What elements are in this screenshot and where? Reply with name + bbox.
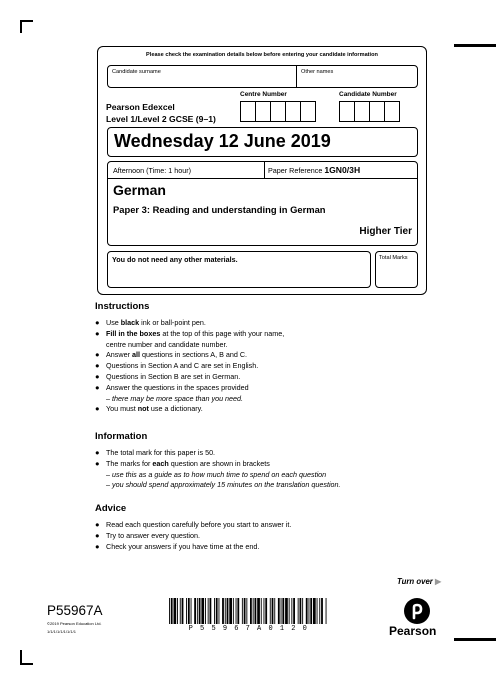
barcode-text: P 5 5 9 6 7 A 0 1 2 0: [188, 625, 309, 633]
list-item: ● Answer all questions in sections A, B and C.: [95, 350, 284, 361]
candidate-surname-label: Candidate surname: [112, 69, 161, 75]
candidate-cell[interactable]: [354, 101, 370, 122]
information-heading: Information: [95, 431, 148, 442]
margin-bar-bottom: [454, 638, 496, 641]
list-item: ● Questions in Section B are set in German.: [95, 372, 284, 383]
centre-number-label: Centre Number: [240, 91, 287, 98]
candidate-number-boxes[interactable]: [339, 101, 399, 122]
crop-mark-bottom: [20, 663, 33, 665]
paper-code: P55967A: [47, 603, 103, 618]
print-code: 1/1/1/1/1/1/1/1/1: [47, 629, 76, 634]
qualification-level: Level 1/Level 2 GCSE (9–1): [106, 114, 216, 124]
information-list: [95, 448, 341, 491]
paper-reference: [268, 165, 360, 175]
materials-box: [107, 251, 371, 288]
list-item: ● You must not use a dictionary.: [95, 404, 284, 415]
crop-mark-top: [20, 20, 33, 22]
advice-list: [95, 520, 291, 552]
list-item: ● Read each question carefully before you start to answer it.: [95, 520, 291, 531]
other-names-label: Other names: [301, 69, 334, 75]
instructions-heading: Instructions: [95, 301, 150, 312]
brand-name: Pearson: [389, 624, 437, 638]
turn-over-label: Turn over: [397, 577, 433, 586]
copyright: ©2019 Pearson Education Ltd.: [47, 621, 102, 626]
paper-box: [107, 161, 418, 246]
paper-box-rule: [108, 178, 417, 179]
list-item: – there may be more space than you need.: [106, 393, 244, 403]
tier: Higher Tier: [359, 226, 412, 237]
crop-mark-top-v: [20, 20, 22, 33]
list-item: ● Answer the questions in the spaces provided: [95, 383, 284, 394]
centre-cell[interactable]: [270, 101, 286, 122]
barcode: [169, 598, 328, 624]
list-item: ● The marks for each question are shown in brackets: [95, 459, 341, 470]
centre-cell[interactable]: [255, 101, 271, 122]
advice-heading: Advice: [95, 503, 127, 514]
exam-date: Wednesday 12 June 2019: [114, 131, 331, 151]
total-marks-label: Total Marks: [379, 255, 408, 261]
paper-reference-code: 1GN0/3H: [324, 165, 361, 175]
instructions-list: [95, 318, 284, 415]
list-item: ● The total mark for this paper is 50.: [95, 448, 341, 459]
header-note: Please check the examination details below before entering your candidate information: [146, 52, 378, 58]
centre-cell[interactable]: [300, 101, 316, 122]
list-item: ● Questions in Section A and C are set in English.: [95, 361, 284, 372]
name-box: [107, 65, 418, 88]
list-item: – you should spend approximately 15 minutes on the translation question.: [106, 480, 341, 490]
candidate-cell[interactable]: [369, 101, 385, 122]
board-block: [106, 101, 216, 125]
centre-cell[interactable]: [285, 101, 301, 122]
pearson-p-mark: [404, 598, 430, 624]
name-divider: [296, 66, 297, 87]
subject: German: [113, 182, 166, 198]
total-marks-box: [375, 251, 418, 288]
session-time: Afternoon (Time: 1 hour): [113, 166, 192, 175]
list-item: ● Use black ink or ball-point pen.: [95, 318, 284, 329]
centre-cell[interactable]: [240, 101, 256, 122]
candidate-number-label: Candidate Number: [339, 91, 397, 98]
candidate-cell[interactable]: [339, 101, 355, 122]
pearson-logo-icon: [404, 598, 430, 624]
turn-over: [397, 577, 441, 586]
crop-mark-bottom-v: [20, 650, 22, 664]
paper-box-divider: [264, 162, 265, 178]
centre-number-boxes[interactable]: [240, 101, 315, 122]
date-box: [107, 127, 418, 157]
materials-note: You do not need any other materials.: [112, 255, 238, 264]
list-item: – use this as a guide as to how much time to spend on each question: [106, 469, 327, 479]
list-item: ● Try to answer every question.: [95, 531, 291, 542]
candidate-cell[interactable]: [384, 101, 400, 122]
list-item: ● Check your answers if you have time at the end.: [95, 542, 291, 553]
cover-box: [97, 46, 427, 295]
board-name: Pearson Edexcel: [106, 102, 175, 112]
list-item: centre number and candidate number.: [106, 339, 228, 349]
arrow-right-icon: ▶: [435, 577, 441, 586]
barcode-bars: [169, 598, 328, 624]
margin-bar-top: [454, 44, 496, 47]
list-item: ● Fill in the boxes at the top of this page with your name,: [95, 329, 284, 340]
paper-reference-label: Paper Reference: [268, 166, 323, 175]
paper-title: Paper 3: Reading and understanding in German: [113, 204, 326, 215]
